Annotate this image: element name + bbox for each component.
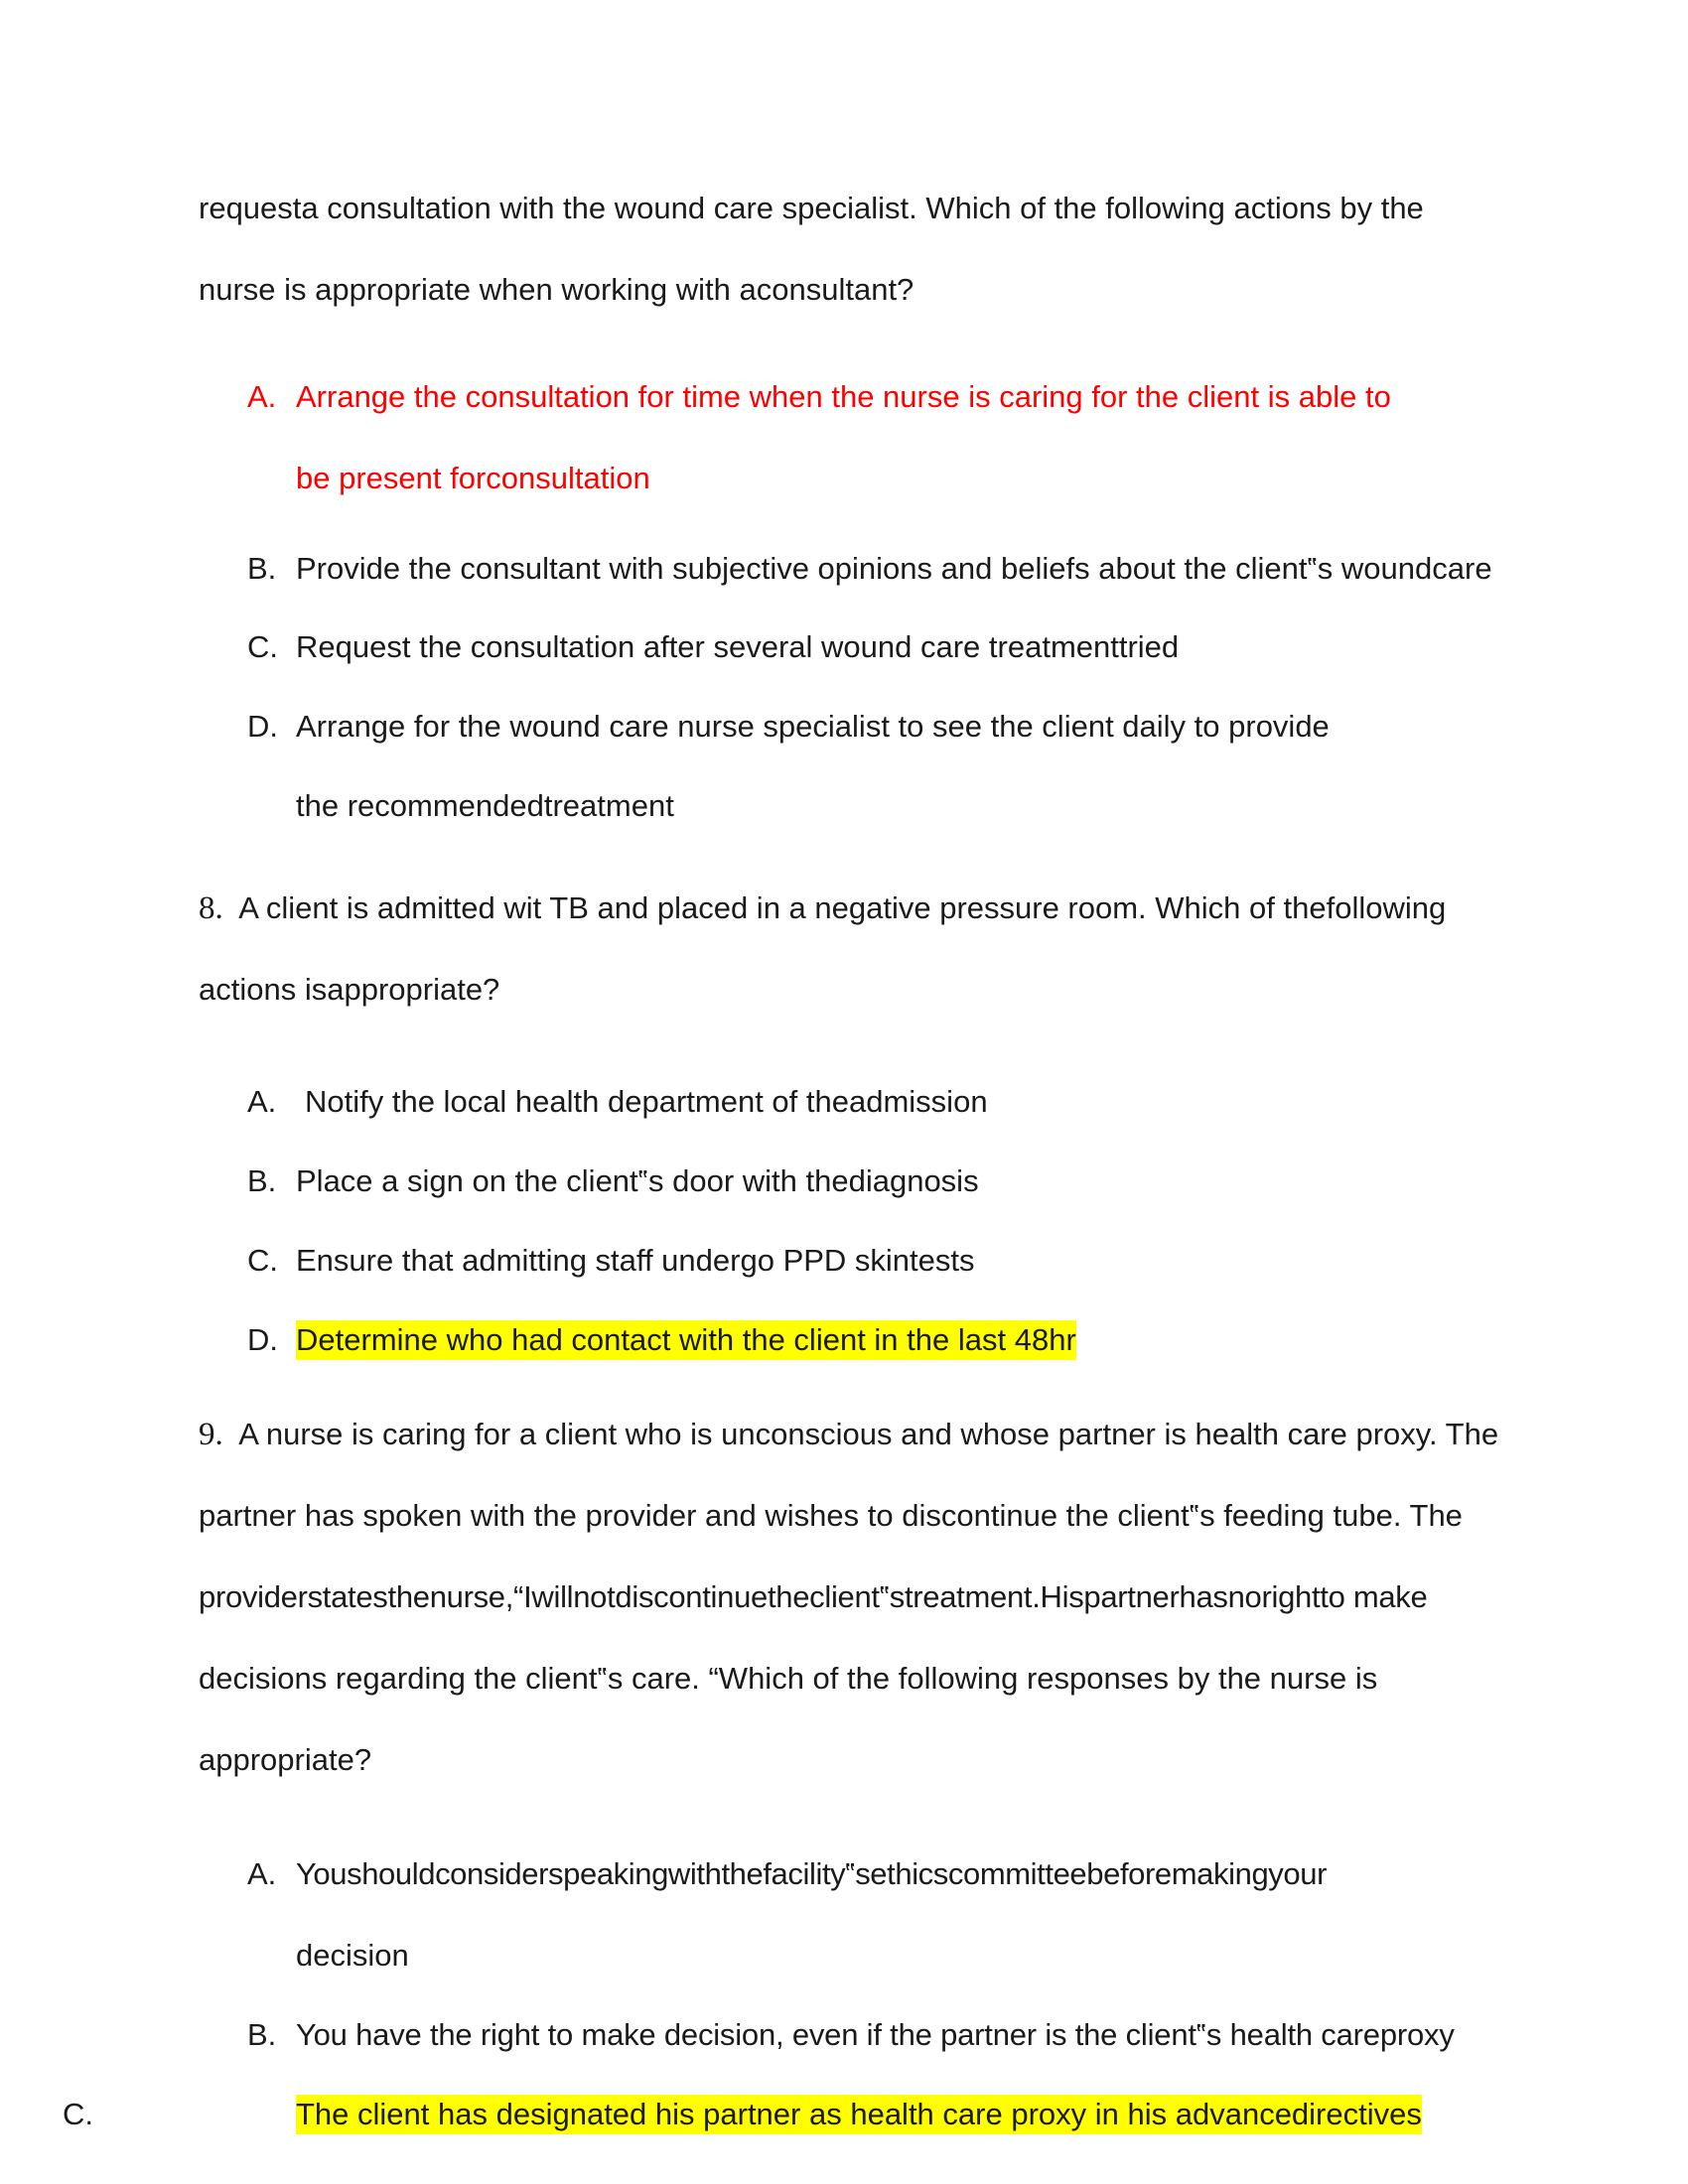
q8-number: 8. (199, 890, 223, 926)
q8-option-d-letter: D. (247, 1322, 278, 1357)
q9-option-a-text-2: decision (296, 1938, 409, 1973)
q9-stem-line-3: providerstatesthenurse,“Iwillnotdiscontinuetheclient‟streatment.Hispartnerhasnorightto make (199, 1579, 1428, 1614)
q8-option-a-letter: A. (247, 1084, 277, 1119)
q9-stem-text-1: A nurse is caring for a client who is unconscious and whose partner is health care proxy. The (238, 1417, 1499, 1451)
q7-option-c-letter: C. (247, 629, 278, 664)
q9-option-a-letter: A. (247, 1856, 277, 1891)
q9-option-c-letter: C. (63, 2097, 93, 2131)
q7-option-a-text-2: be present forconsultation (296, 461, 650, 495)
q7-option-a-text-1: Arrange the consultation for time when the nurse is caring for the client is able to (296, 379, 1391, 414)
q7-option-d-letter: D. (247, 709, 278, 744)
q9-option-b-letter: B. (247, 2017, 277, 2052)
q8-stem-text-1: A client is admitted wit TB and placed in a negative pressure room. Which of thefollowing (238, 890, 1447, 925)
q8-stem-line-2: actions isappropriate? (199, 972, 500, 1007)
q7-stem-line-1: requesta consultation with the wound care specialist. Which of the following actions by the (199, 191, 1424, 225)
q7-stem-line-2: nurse is appropriate when working with aconsultant? (199, 272, 914, 307)
q7-option-c-text: Request the consultation after several wound care treatmenttried (296, 629, 1180, 664)
q9-stem-line-2: partner has spoken with the provider and wishes to discontinue the client‟s feeding tube. The (199, 1498, 1463, 1533)
q9-option-b-text: You have the right to make decision, even if the partner is the client‟s health careproxy (296, 2017, 1455, 2052)
q7-option-b-text: Provide the consultant with subjective opinions and beliefs about the client‟s woundcare (296, 551, 1492, 586)
q8-option-a-text: Notify the local health department of theadmission (305, 1084, 988, 1119)
q8-option-c-text: Ensure that admitting staff undergo PPD skintests (296, 1243, 975, 1278)
q7-option-d-text-2: the recommendedtreatment (296, 788, 674, 823)
q8-option-c-letter: C. (247, 1243, 278, 1278)
q8-option-d-text-highlighted: Determine who had contact with the client in the last 48hr (296, 1320, 1076, 1360)
q9-stem-line-4: decisions regarding the client‟s care. “Which of the following responses by the nurse is (199, 1661, 1378, 1696)
q8-stem-line-1 (199, 888, 1446, 928)
q8-option-b-letter: B. (247, 1163, 277, 1198)
q7-option-b-letter: B. (247, 551, 277, 586)
q9-number: 9. (199, 1417, 223, 1452)
q9-stem-line-1 (199, 1415, 1498, 1454)
q9-stem-line-5: appropriate? (199, 1742, 372, 1777)
q8-option-b-text: Place a sign on the client‟s door with thediagnosis (296, 1163, 979, 1198)
q7-option-a-letter: A. (247, 379, 277, 414)
q7-option-d-text-1: Arrange for the wound care nurse specialist to see the client daily to provide (296, 709, 1330, 744)
q9-option-a-text-1: Youshouldconsiderspeakingwiththefacility‟sethicscommitteebeforemakingyour (296, 1856, 1327, 1891)
q9-option-c-text-highlighted: The client has designated his partner as health care proxy in his advancedirectives (296, 2095, 1422, 2134)
